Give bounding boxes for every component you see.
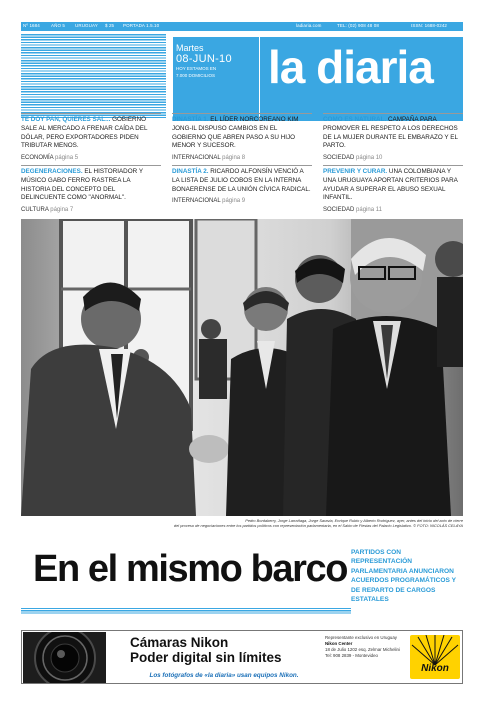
lens-illustration [23,632,106,683]
brief-kicker: DINASTÍA 2. [172,168,209,175]
ad-info-line: Tel: 908 2839 - Montevideo [325,653,378,658]
brief-item[interactable] [323,116,463,163]
ad-info-line: Representante exclusivo en Uruguay [325,635,397,640]
phone-number: TEL: (02) 908 48 08 [337,23,379,28]
ad-title-line-1: Cámaras Nikon [130,635,229,650]
brief-text: EL HISTORIADOR Y MÚSICO GABO FERRO RASTREA LA HISTORIA DEL CONCEPTO DEL DELINCUENTE COMO "ANORMAL". [21,168,143,202]
brief-text: EL LÍDER NORCOREANO KIM JONG-IL DISPUSO CAMBIOS EN EL GOBIERNO QUE ABREN PASO A SU HIJO MENOR Y SUCESOR. [172,116,299,150]
masthead-stripes [21,34,166,118]
issue-date: 08-JUN-10 [176,53,232,65]
nikon-logo [410,635,460,679]
year-label: AÑO 5 [51,23,66,28]
brief-section: SOCIEDAD [323,207,355,214]
headline-section [21,538,463,620]
brief-kicker: PREVENIR Y CURAR. [323,168,388,175]
brief-section: CULTURA [21,207,49,214]
main-photo[interactable] [21,219,463,516]
brief-section: INTERNACIONAL [172,155,221,162]
ad-info-line: 18 de Julio 1202 esq. Zelmar Michelini [325,647,400,652]
brief-text: GOBIERNO SALE AL MERCADO A FRENAR CAÍDA DEL DÓLAR, PERO EXPORTADORES PIDEN TRIBUTAR MENOS. [21,116,148,150]
subscribers-label: HOY ESTAMOS EN [176,66,217,71]
newspaper-logo[interactable]: la diaria [268,41,433,93]
brief-page: página 8 [222,155,246,162]
ad-title [130,635,282,665]
brief-kicker: TE DOY PAN, QUIERES SAL... [21,116,111,123]
brief-page: página 9 [222,198,246,205]
logo-block [260,37,463,121]
site-url[interactable]: ladiaria.com [296,23,322,28]
headline-stripes [21,608,351,614]
brief-page: página 11 [356,207,382,214]
brief-text: CAMPAÑA PARA PROMOVER EL RESPETO A LOS DERECHOS DE LA MUJER DURANTE EL EMBARAZO Y EL PARTO. [323,116,458,150]
nikon-advertisement[interactable] [21,630,463,684]
edition-label: PORTADA 1.5.10 [123,23,160,28]
ad-tagline: Los fotógrafos de «la diaria» usan equipos Nikon. [149,672,299,679]
photo-illustration [21,219,463,516]
caption-line-1: Pedro Bordaberry, Jorge Larrañaga, Jorge Saravia, Enrique Rubio y Alberto Rodríguez, ayer, antes del inicio del acto de cierre [245,518,463,523]
brief-section: INTERNACIONAL [172,198,221,205]
weekday: Martes [176,43,204,53]
subscribers-count: 7.000 DOMICILIOS [176,73,216,78]
ad-contact-info [325,635,405,659]
brief-item[interactable] [172,168,312,206]
brief-item[interactable] [21,116,161,163]
brief-text: RICARDO ALFONSÍN VENCIÓ A LA LISTA DE JULIO COBOS EN LA INTERNA BONAERENSE DE LA UNIÓN CÍVICA RADICAL. [172,168,311,193]
photo-credit: © FOTO: NICOLÁS CELAYA [413,523,463,529]
brief-kicker: DEGENERACIONES. [21,168,83,175]
divider [323,113,463,114]
brief-kicker: DINASTÍA 1. [172,116,209,123]
ad-title-line-2: Poder digital sin límites [130,650,282,665]
brief-section: SOCIEDAD [323,155,355,162]
divider [172,113,312,114]
brief-text: UNA COLOMBIANA Y UNA URUGUAYA APORTAN CRITERIOS PARA AYUDAR A SUPERAR EL ABUSO SEXUAL INFANTIL. [323,168,458,202]
brief-item[interactable] [172,116,312,163]
brief-item[interactable] [21,168,161,215]
brief-item[interactable] [323,168,463,215]
brief-page: página 10 [356,155,383,162]
brief-section: ECONOMÍA [21,155,54,162]
divider [21,165,161,166]
country-label: URUGUAY [75,23,98,28]
camera-lens-image [23,632,106,683]
issn-label: ISSN: 1688-0242 [411,23,448,28]
caption-line-2: del proceso de negociaciones entre los partidos políticos con representación parlamentaria, en el Salón de Fiestas del Palacio Legislativo. [173,523,413,529]
price-label: $ 25 [105,23,115,28]
issue-number: Nº 1684 [23,23,40,28]
brief-page: página 7 [50,207,74,214]
divider [172,165,312,166]
ad-info-line: Nikon Center [325,641,353,646]
brief-kicker: COMO ES NATURAL. [323,116,387,123]
top-info-bar [21,22,463,31]
date-block [173,37,259,121]
main-headline[interactable]: En el mismo barco [33,548,348,590]
headline-deck: PARTIDOS CON REPRESENTACIÓN PARLAMENTARIA ANUNCIARON ACUERDOS PROGRAMÁTICOS Y DE REPARTO DE CARGOS ESTATALES [351,549,456,604]
divider [323,165,463,166]
photo-caption [21,518,463,528]
divider [21,113,161,114]
nikon-wordmark: Nikon [421,663,449,674]
brief-page: página 5 [55,155,79,162]
masthead [21,34,463,120]
